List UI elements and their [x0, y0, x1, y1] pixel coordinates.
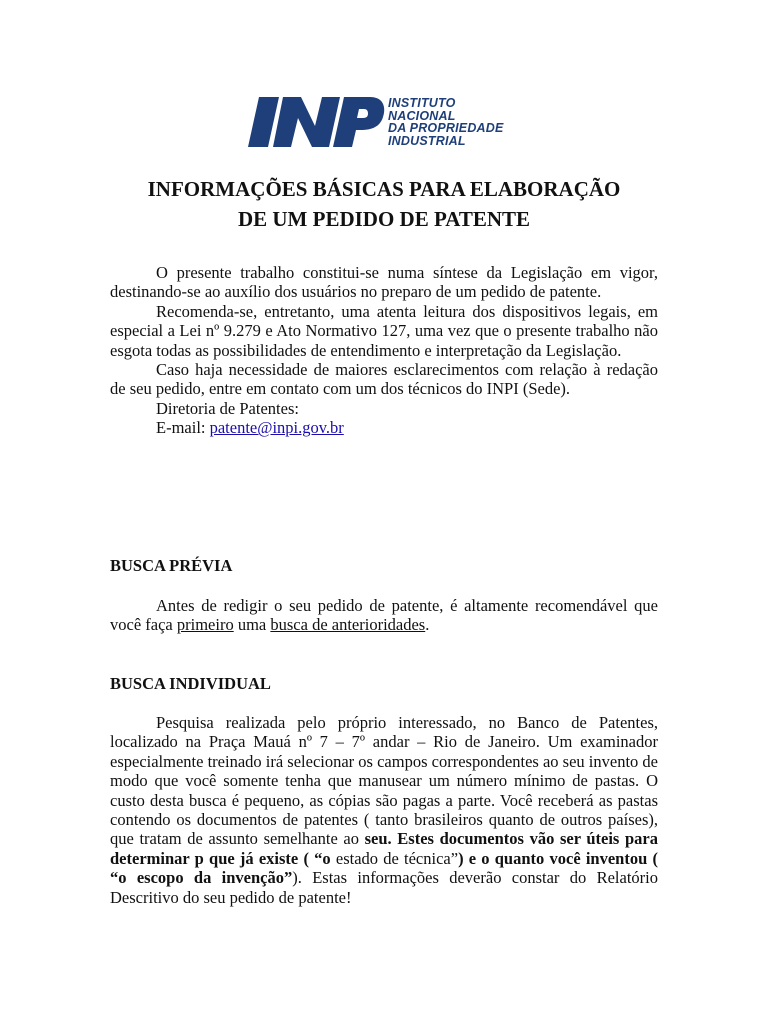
- email-label: E-mail:: [156, 418, 210, 438]
- intro-paragraph-3: Caso haja necessidade de maiores esclarecimentos com relação à redação de seu pedido, entre em contato com um dos técnicos do INPI (Sede).: [110, 360, 658, 399]
- busca-previa-paragraph: [110, 596, 658, 635]
- title-line-1: INFORMAÇÕES BÁSICAS PARA ELABORAÇÃO: [147, 177, 621, 201]
- busca-individual-text: Pesquisa realizada pelo próprio interessado, no Banco de Patentes, localizado na Praça Mauá nº 7 – 7º andar – Rio de Janeiro. Um examinador especialmente treinado irá selecionar os campos correspondentes ao seu invento de modo que você somente tenha que manusear um número mínimo de pastas. O custo desta busca é pequeno, as cópias são pagas a parte. Você receberá as pastas contendo os documentos de patentes ( tanto brasileiros quanto de outros países), que tratam de assunto semelhante ao: [110, 713, 658, 849]
- busca-previa-section: [110, 596, 658, 635]
- heading-busca-individual: BUSCA INDIVIDUAL: [110, 674, 271, 693]
- underlined-busca-anterioridades: busca de anterioridades: [270, 615, 426, 635]
- busca-previa-text-b: uma: [233, 615, 271, 635]
- logo-wordmark: [388, 97, 504, 147]
- logo-line-1: INSTITUTO: [388, 96, 456, 110]
- intro-paragraph-2: Recomenda-se, entretanto, uma atenta leitura dos dispositivos legais, em especial a Lei nº 9.279 e Ato Normativo 127, uma vez que o presente trabalho não esgota todas as possibilidades de entendimento e interpretação da Legislação.: [110, 301, 658, 360]
- busca-individual-section: [110, 713, 658, 907]
- busca-individual-plain-1: estado de técnica”: [330, 848, 459, 868]
- logo-line-4: INDUSTRIAL: [388, 133, 466, 148]
- title-line-2: DE UM PEDIDO DE PATENTE: [237, 207, 531, 231]
- underlined-primeiro: primeiro: [176, 615, 234, 635]
- busca-individual-bold-2: ) e o quanto você inventou ( “o escopo da invenção”: [110, 848, 658, 888]
- busca-previa-text-a: Antes de redigir o seu pedido de patente, é altamente recomendável que você faça: [110, 596, 658, 635]
- document-title: [60, 174, 708, 234]
- intro-paragraph-1: O presente trabalho constitui-se numa síntese da Legislação em vigor, destinando-se ao auxílio dos usuários no preparo de um pedido de patente.: [110, 263, 658, 302]
- heading-busca-previa: BUSCA PRÉVIA: [110, 556, 233, 575]
- inpi-logo: [245, 96, 530, 148]
- busca-individual-paragraph: [110, 713, 658, 907]
- logo-line-2: NACIONAL: [388, 108, 456, 123]
- busca-previa-text-c: .: [425, 615, 430, 635]
- intro-section: [110, 263, 658, 438]
- email-link[interactable]: patente@inpi.gov.br: [209, 418, 344, 438]
- email-line: [110, 418, 658, 437]
- inpi-logo-mark-icon: [245, 96, 385, 148]
- logo-line-3: DA PROPRIEDADE: [388, 121, 504, 136]
- busca-individual-bold-1: seu. Estes documentos vão ser úteis para determinar p que já existe ( “o: [110, 829, 658, 868]
- directorate-label: Diretoria de Patentes:: [156, 398, 299, 418]
- busca-individual-plain-2: ). Estas informações deverão constar do Relatório Descritivo do seu pedido de patente!: [110, 868, 658, 907]
